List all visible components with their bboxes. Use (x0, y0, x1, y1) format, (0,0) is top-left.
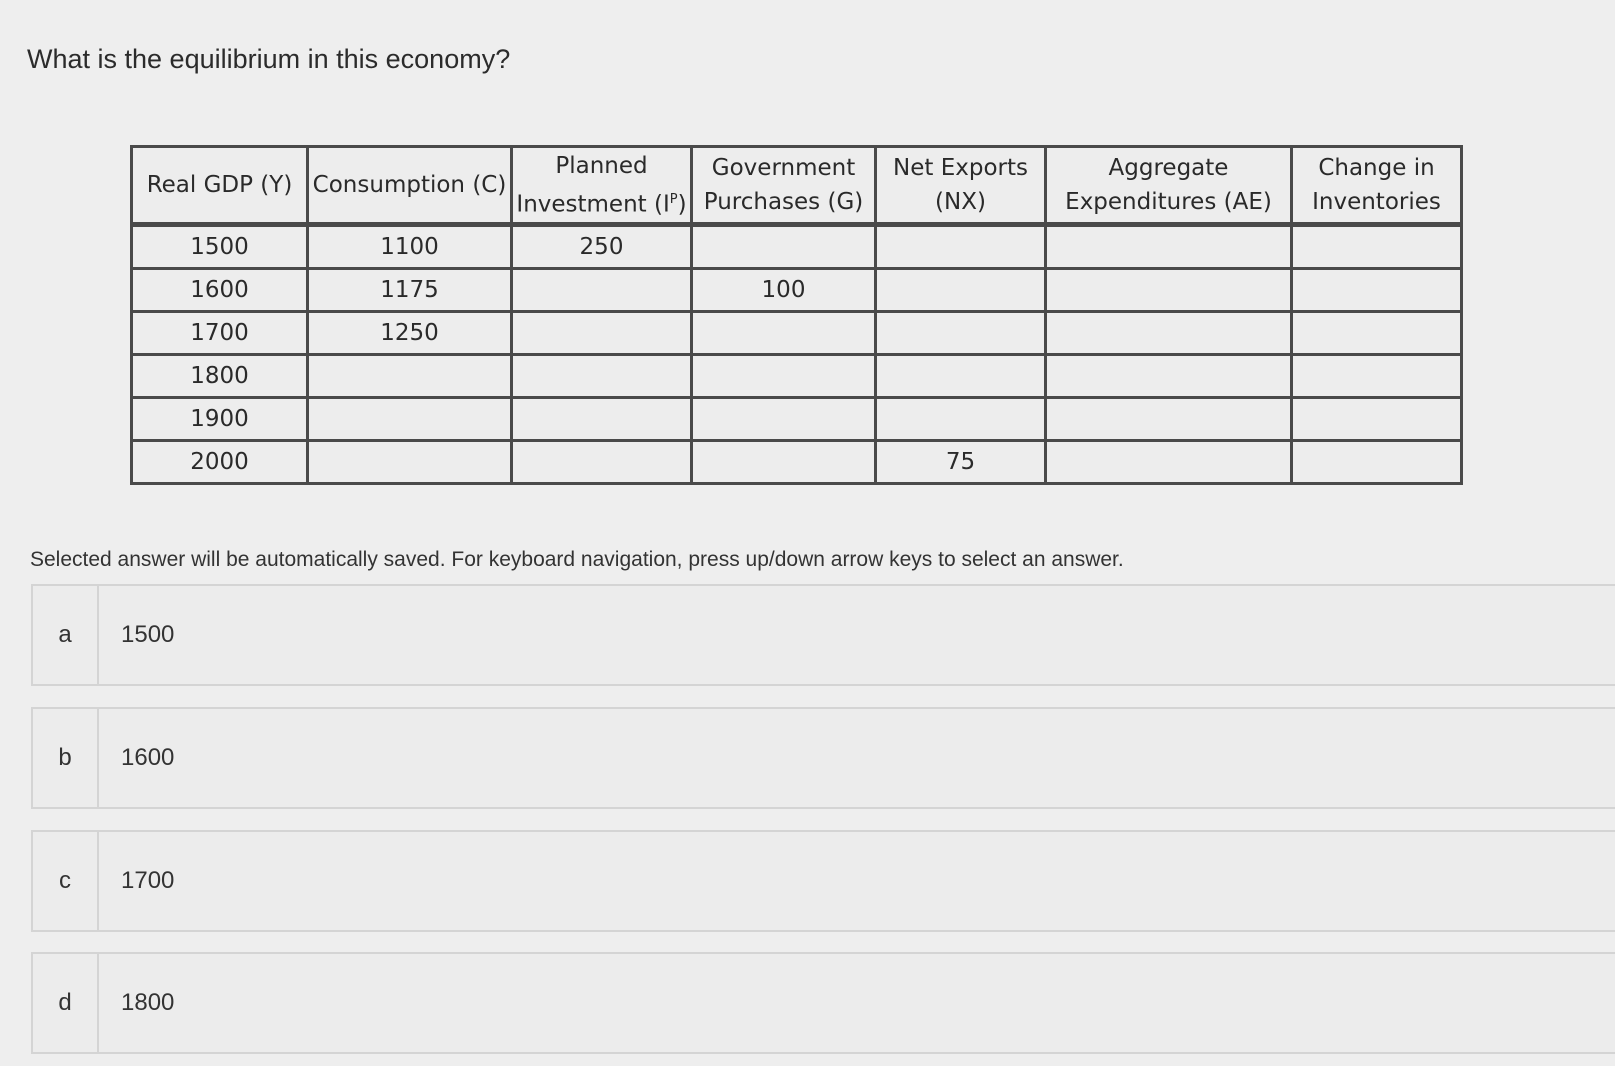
question-text: What is the equilibrium in this economy? (27, 44, 511, 74)
answer-option-b[interactable] (31, 707, 1615, 809)
header-net-exports: Net Exports (NX) (876, 147, 1046, 225)
cell-real-gdp: 1700 (132, 312, 308, 355)
header-change-in-inventories: Change in Inventories (1292, 147, 1462, 225)
header-planned-investment: Planned Investment $(I^P)$ (512, 147, 692, 225)
answer-option-c[interactable] (31, 830, 1615, 932)
table-header-row (132, 147, 1462, 225)
autosave-notice: Selected answer will be automatically saved. For keyboard navigation, press up/down arrow keys to select an answer. (30, 548, 1124, 571)
header-aggregate-expenditures: Aggregate Expenditures (AE) (1046, 147, 1292, 225)
table-row (132, 225, 1462, 269)
cell-change-in-inventories (1292, 312, 1462, 355)
cell-planned-investment (512, 312, 692, 355)
cell-consumption (308, 355, 512, 398)
option-text: 1600 (121, 744, 175, 771)
cell-government-purchases (692, 398, 876, 441)
option-letter: c (33, 832, 99, 930)
cell-net-exports (876, 398, 1046, 441)
economy-table-container (130, 145, 1463, 485)
cell-consumption: 1175 (308, 269, 512, 312)
table-row (132, 355, 1462, 398)
cell-change-in-inventories (1292, 441, 1462, 484)
option-letter: d (33, 954, 99, 1052)
cell-government-purchases (692, 312, 876, 355)
cell-aggregate-expenditures (1046, 355, 1292, 398)
option-text: 1500 (121, 621, 175, 648)
option-text: 1800 (121, 989, 175, 1016)
cell-real-gdp: 1900 (132, 398, 308, 441)
cell-government-purchases (692, 225, 876, 269)
option-letter: a (33, 586, 99, 684)
cell-real-gdp: 1600 (132, 269, 308, 312)
cell-aggregate-expenditures (1046, 398, 1292, 441)
cell-aggregate-expenditures (1046, 269, 1292, 312)
header-real-gdp: Real GDP (Y) (132, 147, 308, 225)
cell-net-exports (876, 355, 1046, 398)
table-row (132, 398, 1462, 441)
cell-planned-investment (512, 398, 692, 441)
cell-net-exports (876, 312, 1046, 355)
cell-government-purchases: 100 (692, 269, 876, 312)
cell-aggregate-expenditures (1046, 225, 1292, 269)
cell-planned-investment (512, 441, 692, 484)
cell-consumption (308, 441, 512, 484)
cell-real-gdp: 1500 (132, 225, 308, 269)
cell-change-in-inventories (1292, 355, 1462, 398)
cell-net-exports (876, 225, 1046, 269)
table-row (132, 441, 1462, 484)
economy-table (130, 145, 1463, 485)
cell-planned-investment (512, 355, 692, 398)
cell-aggregate-expenditures (1046, 312, 1292, 355)
cell-government-purchases (692, 441, 876, 484)
answer-option-d[interactable] (31, 952, 1615, 1054)
table-row (132, 312, 1462, 355)
header-consumption: Consumption (C) (308, 147, 512, 225)
cell-real-gdp: 2000 (132, 441, 308, 484)
cell-real-gdp: 1800 (132, 355, 308, 398)
header-government-purchases: Government Purchases (G) (692, 147, 876, 225)
cell-consumption (308, 398, 512, 441)
cell-aggregate-expenditures (1046, 441, 1292, 484)
cell-net-exports (876, 269, 1046, 312)
cell-consumption: 1100 (308, 225, 512, 269)
cell-change-in-inventories (1292, 225, 1462, 269)
cell-net-exports: 75 (876, 441, 1046, 484)
answer-option-a[interactable] (31, 584, 1615, 686)
option-text: 1700 (121, 867, 175, 894)
cell-planned-investment: 250 (512, 225, 692, 269)
cell-planned-investment (512, 269, 692, 312)
option-letter: b (33, 709, 99, 807)
table-row (132, 269, 1462, 312)
cell-change-in-inventories (1292, 269, 1462, 312)
cell-government-purchases (692, 355, 876, 398)
cell-consumption: 1250 (308, 312, 512, 355)
cell-change-in-inventories (1292, 398, 1462, 441)
